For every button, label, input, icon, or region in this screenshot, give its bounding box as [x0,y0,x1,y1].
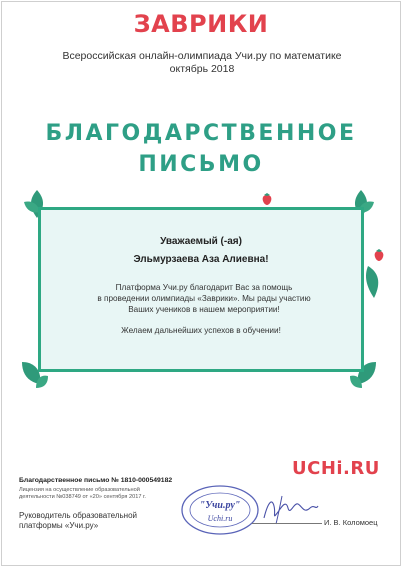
body-line-3: Ваших учеников в нашем мероприятии! [128,305,280,314]
wish-text: Желаем дальнейших успехов в обучении! [121,326,281,335]
letter-heading [2,118,400,180]
leaf-icon [362,264,384,300]
signature-line [252,523,322,524]
heading-line-1: БЛАГОДАРСТВЕННОЕ [45,121,357,146]
signer-name: И. В. Коломоец [324,518,378,527]
olympiad-line-2: октябрь 2018 [169,63,235,75]
heading-line-2: ПИСЬМО [138,152,264,177]
body-line-2: в проведении олимпиады «Заврики». Мы рады участию [97,294,311,303]
stamp-top-text: "Учи.ру" [199,500,241,511]
greeting: Уважаемый (-ая) [160,236,242,247]
strawberry-icon [260,192,274,206]
director-title [19,511,159,531]
letter-body [71,282,337,315]
license-info [19,487,189,501]
zavriki-logo: ЗАВРИКИ [133,10,269,38]
signature-icon [260,492,320,526]
license-line-1: Лицензия на осуществление образовательной [19,487,140,493]
body-line-1: Платформа Учи.ру благодарит Вас за помощь [115,283,293,292]
letter-frame [38,207,364,372]
certificate-number: Благодарственное письмо № 1810-000549182 [19,477,173,484]
certificate-sheet [1,1,401,566]
recipient-name: Эльмурзаева Аза Алиевна! [133,254,269,265]
director-line-2: платформы «Учи.ру» [19,521,99,530]
uchi-logo: UCHi.RU [292,458,380,479]
olympiad-line-1: Всероссийская онлайн-олимпиада Учи.ру по математике [62,50,342,62]
olympiad-caption [32,50,372,76]
stamp-icon [178,480,262,540]
license-line-2: деятельности №038749 от «20» сентября 2017 г. [19,494,146,500]
director-line-1: Руководитель образовательной [19,511,137,520]
strawberry-icon [372,248,386,262]
stamp-bottom-text: Uchi.ru [207,514,233,523]
